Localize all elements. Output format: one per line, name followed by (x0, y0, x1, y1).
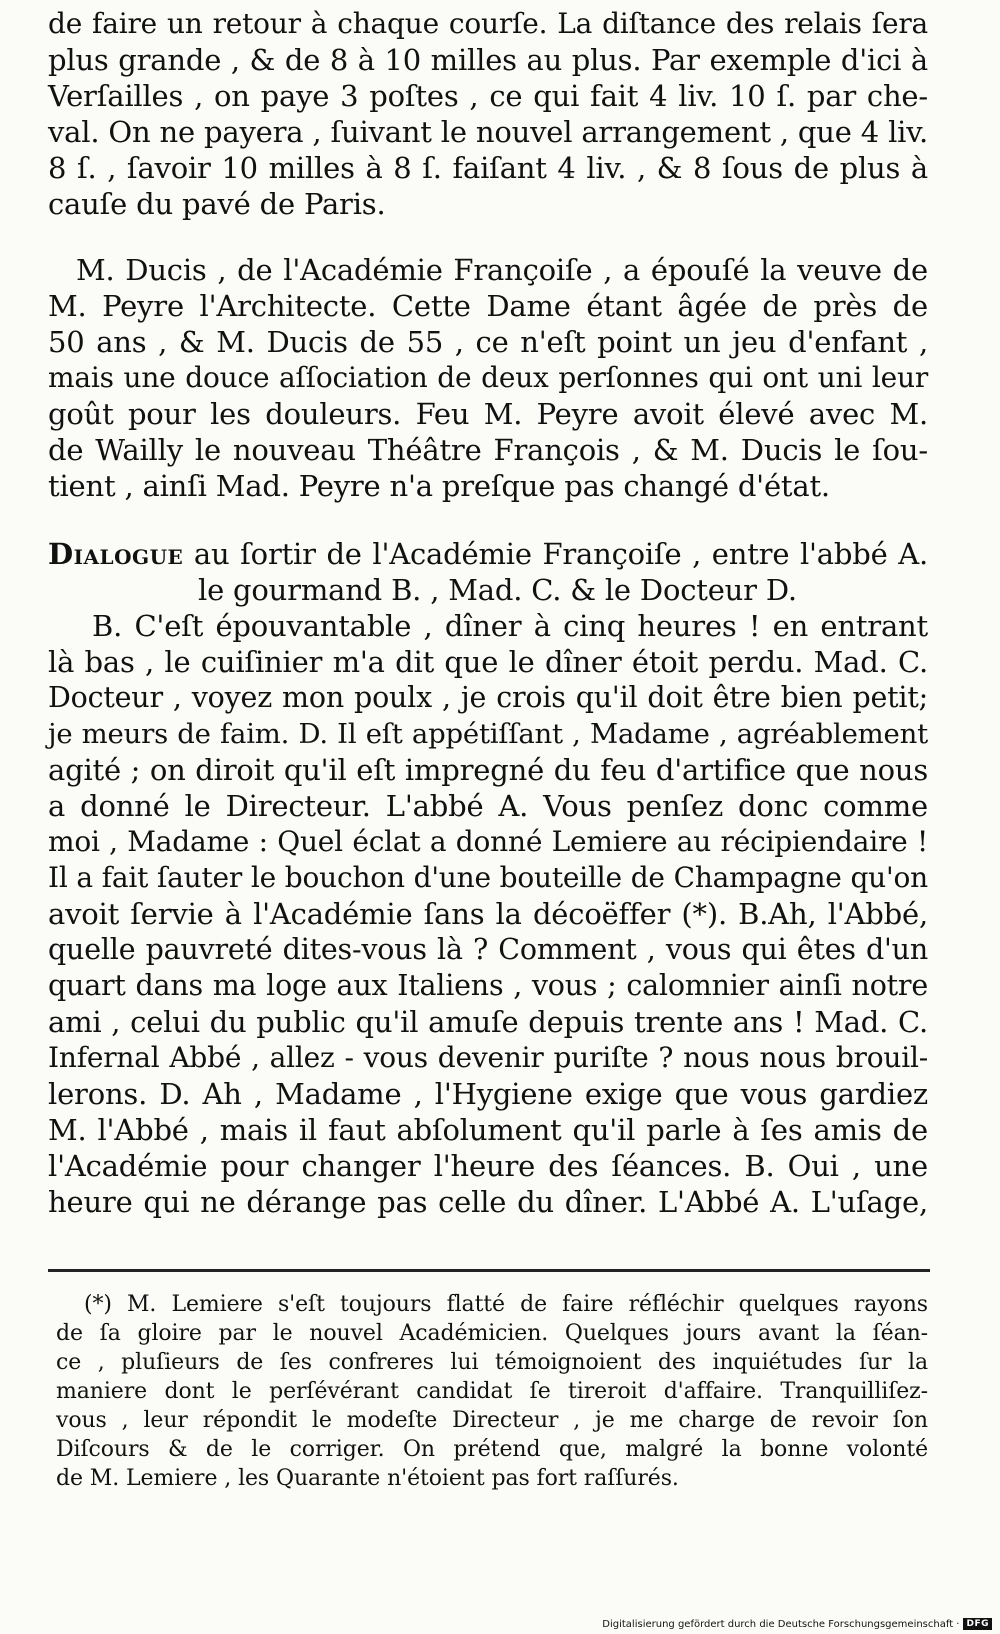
dialogue-heading-line (48, 536, 928, 572)
paragraph-relais (48, 6, 928, 222)
text-line: le gourmand B. , Mad. C. & le Docteur D. (198, 573, 797, 607)
dialogue-heading: Dialogue (48, 537, 184, 571)
text-line: lerons. D. Ah , Madame , l'Hygiene exige que vous gardiez (48, 1077, 928, 1111)
text-line: là bas , le cuiſinier m'a dit que le dîner étoit perdu. Mad. C. (48, 645, 928, 679)
text-line: de faire un retour à chaque courſe. La diſtance des relais ſera (48, 7, 928, 40)
digitization-credit (602, 1618, 992, 1630)
text-line: heure qui ne dérange pas celle du dîner. L'Abbé A. L'uſage, (48, 1185, 928, 1219)
text-line: B. C'eſt épouvantable , dîner à cinq heures ! en entrant (92, 609, 928, 643)
text-line: avoit ſervie à l'Académie ſans la décoëffer (*). B.Ah, l'Abbé, (48, 897, 928, 931)
footnote-line: vous , leur répondit le modeſte Directeur , je me charge de revoir ſon (56, 1408, 928, 1433)
text-line: M. l'Abbé , mais il faut abſolument qu'il parle à ſes amis de (48, 1113, 928, 1147)
footnote-line: de ſa gloire par le nouvel Académicien. Quelques jours avant la ſéan- (56, 1321, 928, 1346)
text-line: mais une douce aſſociation de deux perſonnes qui ont uni leur (48, 361, 928, 394)
text-line: Docteur , voyez mon poulx , je crois qu'il doit être bien petit; (48, 681, 928, 714)
text-line: M. Peyre l'Architecte. Cette Dame étant âgée de près de (48, 289, 928, 323)
text-line: moi , Madame : Quel éclat a donné Lemiere au récipiendaire ! (48, 825, 928, 858)
dfg-logo: DFG (963, 1618, 992, 1630)
text-line: 8 ſ. , ſavoir 10 milles à 8 ſ. faiſant 4 liv. , & 8 ſous de plus à (48, 151, 928, 185)
footnote-line: ce , pluſieurs de ſes confreres lui témoignoient des inquiétudes ſur la (56, 1350, 928, 1375)
text-line: M. Ducis , de l'Académie Françoiſe , a épouſé la veuve de (76, 253, 928, 287)
page-body (48, 6, 928, 1220)
paragraph-ducis (48, 252, 928, 504)
text-line: 50 ans , & M. Ducis de 55 , ce n'eſt point un jeu d'enfant , (48, 325, 928, 359)
text-line: goût pour les douleurs. Feu M. Peyre avoit élevé avec M. (48, 397, 928, 431)
footnote-line: maniere dont le perſévérant candidat ſe tireroit d'affaire. Tranquilliſez- (56, 1379, 928, 1404)
text-line: ami , celui du public qu'il amuſe depuis trente ans ! Mad. C. (48, 1005, 928, 1039)
footnote-line: Diſcours & de le corriger. On prétend que, malgré la bonne volonté (56, 1437, 928, 1462)
text-line: Infernal Abbé , allez - vous devenir puriſte ? nous nous brouil- (48, 1041, 928, 1074)
text-line: cauſe du pavé de Paris. (48, 187, 386, 221)
dialogue-heading-rest: au ſortir de l'Académie Françoiſe , entre l'abbé A. (183, 537, 928, 571)
text-line: Il a fait ſauter le bouchon d'une bouteille de Champagne qu'on (48, 861, 928, 894)
text-line: Verſailles , on paye 3 poſtes , ce qui fait 4 liv. 10 ſ. par che- (48, 79, 928, 113)
text-line: plus grande , & de 8 à 10 milles au plus. Par exemple d'ici à (48, 43, 928, 77)
paragraph-dialogue (48, 536, 928, 1220)
text-line: l'Académie pour changer l'heure des ſéances. B. Oui , une (48, 1149, 928, 1183)
text-line: de Wailly le nouveau Théâtre François , & M. Ducis le ſou- (48, 433, 928, 467)
text-line: quart dans ma loge aux Italiens , vous ; calomnier ainſi notre (48, 969, 928, 1002)
footnote-line: de M. Lemiere , les Quarante n'étoient pas fort raſſurés. (56, 1466, 679, 1491)
footnote-line: (*) M. Lemiere s'eſt toujours flatté de faire réfléchir quelques rayons (84, 1292, 928, 1317)
text-line: val. On ne payera , ſuivant le nouvel arrangement , que 4 liv. (48, 115, 928, 149)
credit-text: Digitalisierung gefördert durch die Deutsche Forschungsgemeinschaft · (602, 1618, 960, 1630)
text-line: je meurs de faim. D. Il eſt appétiſſant , Madame , agréablement (48, 718, 928, 750)
text-line: a donné le Directeur. L'abbé A. Vous penſez donc comme (48, 789, 928, 823)
text-line: quelle pauvreté dites-vous là ? Comment , vous qui êtes d'un (48, 933, 928, 966)
footnote (56, 1290, 928, 1493)
text-line: tient , ainſi Mad. Peyre n'a preſque pas changé d'état. (48, 469, 830, 503)
footnote-rule (48, 1269, 930, 1272)
text-line: agité ; on diroit qu'il eſt impregné du feu d'artifice que nous (48, 753, 928, 787)
